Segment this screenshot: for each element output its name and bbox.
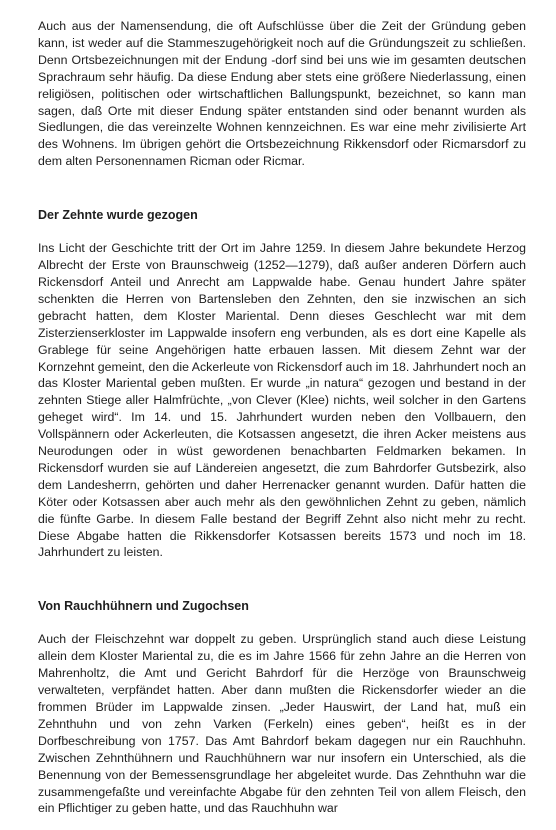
- section-heading-zehnte: Der Zehnte wurde gezogen: [38, 208, 198, 223]
- paragraph-zehnte: Ins Licht der Geschichte tritt der Ort im Jahre 1259. In diesem Jahre bekundete Herzog Albrecht der Erste von Braunschweig (1252—1279), daß außer anderen Dörfern auch Rickensdorf Anteil und Anrecht am Lappwalde habe. Genau hundert Jahre später schenkten die Herren von Bartensleben den Zehnten, den sie inzwischen an sich gebracht hatten, dem Kloster Mariental. Denn dieses Geschlecht war mit dem Zisterzienserkloster im Lappwalde insofern eng verbunden, als es dort eine Kapelle als Grablege für seine Angehörigen hatte erbauen lassen. Mit diesem Zehnt war der Kornzehnt gemeint, den die Ackerleute von Rickensdorf auch im 18. Jahrhundert noch an das Kloster Mariental geben mußten. Er wurde „in natura“ gezogen und bestand in der zehnten Stiege aller Halmfrüchte, „von Clever (Klee) nichts, weil solcher in den Gartens geheget wird“. Im 14. und 15. Jahrhundert wurden neben den Vollbauern, den Vollspännern oder Ackerleuten, die Kotsassen angesetzt, die ihren Acker meistens aus Neurodungen oder in wüst gewordenen benachbarten Feldmarken bekamen. In Rickensdorf wurden sie auf Ländereien angesetzt, die zum Bahrdorfer Gutsbezirk, also dem Landesherrn, gehörten und daher Herrenacker genannt wurden. Dafür hatten die Köter oder Kotsassen aber auch mehr als den gewöhnlichen Zehnt zu geben, nämlich die fünfte Garbe. In diesem Falle bestand der Begriff Zehnt also nicht mehr zu recht. Diese Abgabe hatten die Rikkensdorfer Kotsassen bereits 1573 und noch im 18. Jahrhundert zu leisten.: [38, 241, 526, 560]
- section-heading-rauchhuehner: Von Rauchhühnern und Zugochsen: [38, 599, 249, 614]
- paragraph-namensendung: Auch aus der Namensendung, die oft Aufschlüsse über die Zeit der Gründung geben kann, ist weder auf die Stammeszugehörigkeit noch auf die Gründungszeit zu schließen. Denn Ortsbezeichnungen mit der Endung -dorf sind bei uns wie im gesamten deutschen Sprachraum sehr häufig. Da diese Endung aber stets eine größere Niederlassung, einen religiösen, politischen oder wirtschaftlichen Ballungspunkt, bezeichnet, so kann man sagen, daß Orte mit dieser Endung später entstanden sind oder benannt wurden als Siedlungen, die das vereinzelte Wohnen kennzeichnen. Es war eine mehr zivilisierte Art des Wohnens. Im übrigen gehört die Ortsbezeichnung Rikkensdorf oder Ricmarsdorf zu dem alten Personennamen Ricman oder Ricmar.: [38, 19, 526, 169]
- paragraph-fleischzehnt: Auch der Fleischzehnt war doppelt zu geben. Ursprünglich stand auch diese Leistung allein dem Kloster Mariental zu, die es im Jahre 1566 für zehn Jahre an die Herren von Mahrenholtz, die Amt und Gericht Bahrdorf für die Herzöge von Braunschweig verwalteten, verpfändet hatten. Aber dann mußten die Rickensdorfer wieder an die frommen Brüder im Lappwalde zinsen. „Jeder Hauswirt, der Land hat, muß ein Zehnthuhn und von zehn Varken (Ferkeln) eines geben“, heißt es in der Dorfbeschreibung von 1757. Das Amt Bahrdorf bekam dagegen nur ein Rauchhuhn. Zwischen Zehnthühnern und Rauchhühnern war nur insofern ein Unterschied, als die Benennung von der Bemessensgrundlage her abgeleitet wurde. Das Zehnthuhn war die zusammengefaßte und vereinfachte Abgabe für den zehnten Teil von allem Fleisch, den ein Pflichtiger zu geben hatte, und das Rauchhuhn war: [38, 632, 526, 816]
